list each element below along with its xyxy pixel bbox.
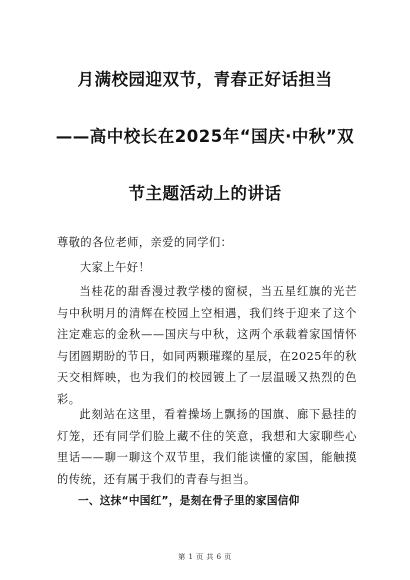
greeting: 大家上午好！ [80, 261, 151, 274]
paragraph-1-container [57, 281, 357, 411]
section-heading: 一、这抹“中国红”，是刻在骨子里的家国信仰 [78, 495, 300, 507]
document-title-line-1: 月满校园迎双节，青春正好话担当 [77, 70, 333, 89]
paragraph: 此刻站在这里，看着操场上飘扬的国旗、廊下悬挂的灯笼，还有同学们脸上藏不住的笑意，我想和大家聊些心里话——聊一聊这个双节里，我们能读懂的家国，能触摸的传统，还有属于我们的青春与担当。 [57, 408, 357, 486]
paragraph-2-container [57, 404, 357, 490]
document-title-line-2: ——高中校长在2025年“国庆·中秋”双 [55, 127, 355, 146]
document-title-line-3: 节主题活动上的讲话 [128, 184, 282, 203]
paragraph: 当桂花的甜香漫过教学楼的窗棂，当五星红旗的光芒与中秋明月的清辉在校园上空相遇，我们终于迎来了这个注定难忘的金秋——国庆与中秋，这两个承载着家国情怀与团圆期盼的节日，如同两颗璀璨的星辰，在2025年的秋天交相辉映，也为我们的校园镀上了一层温暖又热烈的色彩。 [57, 285, 357, 406]
salutation: 尊敬的各位老师，亲爱的同学们： [57, 236, 233, 249]
page-footer: 第 1 页 共 6 页 [178, 553, 232, 561]
